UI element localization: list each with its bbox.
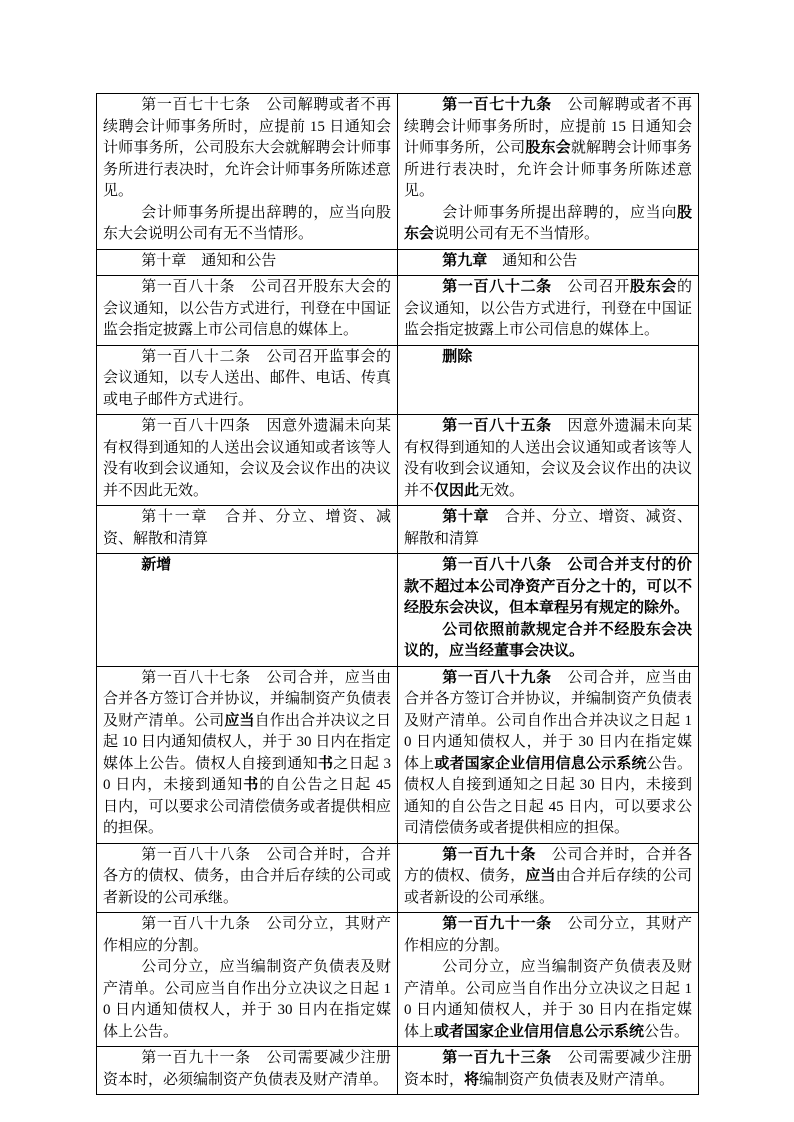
changed-text-segment: 第一百八十二条 xyxy=(442,279,552,295)
paragraph xyxy=(404,957,692,1043)
changed-text-segment: 应当 xyxy=(224,712,255,729)
text-segment: 之日起 30 日内，未接到通知 xyxy=(103,755,391,793)
paragraph xyxy=(103,668,391,840)
table-row xyxy=(97,345,699,415)
paragraph xyxy=(404,845,692,910)
text-segment: 第一百八十条 公司召开股东大会的会议通知，以公告方式进行，刊登在中国证监会指定披露上市公司信息的媒体上。 xyxy=(103,279,391,338)
changed-text-segment: 新增 xyxy=(141,557,172,573)
text-segment: 合并、分立、增资、减资、解散和清算 xyxy=(404,509,692,547)
text-segment: 第一百八十九条 公司分立，其财产作相应的分割。 xyxy=(103,916,391,954)
text-segment: 公司分立，其财产作相应的分割。 xyxy=(404,916,692,954)
table-row xyxy=(97,843,699,913)
right-new-version-cell xyxy=(398,345,699,415)
changed-text-segment: 第一百九十条 xyxy=(442,846,537,863)
paragraph xyxy=(404,668,692,840)
table-row xyxy=(97,1047,699,1095)
changed-text-segment: 第一百九十一条 xyxy=(442,916,552,932)
right-new-version-cell xyxy=(398,1047,699,1095)
paragraph xyxy=(404,277,692,342)
table-row xyxy=(97,94,699,250)
paragraph xyxy=(404,251,692,273)
table-row xyxy=(97,276,699,346)
table-row xyxy=(97,249,699,276)
text-segment: 第一百九十一条 公司需要减少注册资本时，必须编制资产负债表及财产清单。 xyxy=(103,1050,391,1088)
text-segment: 公司召开 xyxy=(551,279,631,295)
text-segment: 第一百八十八条 公司合并时，合并各方的债权、债务，由合并后存续的公司或者新设的公司承继。 xyxy=(103,846,391,906)
text-segment: 会计师事务所提出辞聘的，应当向 xyxy=(442,204,677,221)
paragraph xyxy=(404,914,692,957)
paragraph xyxy=(103,957,391,1043)
text-segment: 无效。 xyxy=(479,482,525,499)
paragraph xyxy=(404,347,692,369)
paragraph xyxy=(103,914,391,957)
text-segment: 的自公告之日起 45 日内，可以要求公司清偿债务或者提供相应的担保。 xyxy=(103,777,391,836)
changed-text-segment: 股东会 xyxy=(525,140,571,156)
left-old-version-cell xyxy=(97,276,398,346)
paragraph xyxy=(404,95,692,203)
text-segment: 编制资产负债表及财产清单。 xyxy=(479,1071,675,1088)
text-segment: 公司分立，应当编制资产负债表及财产清单。公司应当自作出分立决议之日起 10 日内通知债权人，并于 30 日内在指定媒体上公告。 xyxy=(103,959,391,1040)
text-segment: 第一百七十七条 公司解聘或者不再续聘会计师事务所时，应提前 15 日通知会计师事务所，公司股东大会就解聘会计师事务所进行表决时，允许会计师事务所陈述意见。 xyxy=(103,97,391,199)
right-new-version-cell xyxy=(398,415,699,506)
text-segment: 通知和公告 xyxy=(487,252,578,269)
changed-text-segment: 第一百八十五条 xyxy=(442,418,552,434)
changed-text-segment: 第九章 xyxy=(442,252,488,269)
left-old-version-cell xyxy=(97,345,398,415)
text-segment: 由合并后存续的公司或者新设的公司承继。 xyxy=(404,868,692,906)
changed-text-segment: 第一百九十三条 xyxy=(442,1050,552,1066)
changed-text-segment: 公司依照前款规定合并不经股东会决议的，应当经董事会决议。 xyxy=(404,621,692,659)
left-old-version-cell xyxy=(97,554,398,667)
text-segment: 自作出合并决议之日起 10 日内通知债权人，并于 30 日内在指定媒体上公告。债权人自接到通知 xyxy=(103,712,391,772)
text-segment: 第十章 通知和公告 xyxy=(141,252,277,269)
right-new-version-cell xyxy=(398,276,699,346)
text-segment: 因意外遗漏未向某有权得到通知的人送出会议通知或者该等人没有收到会议通知，会议及会议作出的决议并不 xyxy=(404,418,692,499)
text-segment: 公司合并，应当由合并各方签订合并协议，并编制资产负债表及财产清单。公司自作出合并决议之日起 10 日内通知债权人，并于 30 日内在指定媒体上 xyxy=(404,669,692,772)
paragraph xyxy=(103,251,391,273)
paragraph xyxy=(103,95,391,203)
changed-text-segment: 第一百七十九条 xyxy=(442,97,552,113)
left-old-version-cell xyxy=(97,94,398,250)
paragraph xyxy=(103,1048,391,1091)
left-old-version-cell xyxy=(97,666,398,843)
text-segment: 第一百八十四条 因意外遗漏未向某有权得到通知的人送出会议通知或者该等人没有收到会议通知，会议及会议作出的决议并不因此无效。 xyxy=(103,418,391,499)
paragraph xyxy=(404,416,692,502)
changed-text-segment: 股东会 xyxy=(630,279,677,295)
paragraph xyxy=(103,203,391,246)
text-segment: 公告。债权人自接到通知之日起 30 日内，未接到通知的自公告之日起 45 日内，可以要求公司清偿债务或者提供相应的担保。 xyxy=(404,755,692,836)
right-new-version-cell xyxy=(398,94,699,250)
paragraph xyxy=(103,555,391,577)
table-row xyxy=(97,913,699,1047)
text-segment: 说明公司有无不当情形。 xyxy=(434,226,600,242)
paragraph xyxy=(103,277,391,342)
paragraph xyxy=(103,845,391,910)
text-segment: 公司分立，应当编制资产负债表及财产清单。公司应当自作出分立决议之日起 10 日内通知债权人，并于 30 日内在指定媒体上 xyxy=(404,959,692,1040)
left-old-version-cell xyxy=(97,415,398,506)
changed-text-segment: 将 xyxy=(464,1071,480,1088)
left-old-version-cell xyxy=(97,506,398,554)
right-new-version-cell xyxy=(398,506,699,554)
text-segment: 第一百八十二条 公司召开监事会的会议通知，以专人送出、邮件、电话、传真或电子邮件方式进行。 xyxy=(103,348,391,408)
paragraph xyxy=(404,555,692,620)
table-row xyxy=(97,415,699,506)
changed-text-segment: 第一百八十八条 公司合并支付的价款不超过本公司净资产百分之十的，可以不经股东会决议，但本章程另有规定的除外。 xyxy=(404,557,692,616)
changed-text-segment: 删除 xyxy=(442,348,473,365)
left-old-version-cell xyxy=(97,843,398,913)
paragraph xyxy=(404,203,692,246)
changed-text-segment: 第一百八十九条 xyxy=(442,669,552,686)
right-new-version-cell xyxy=(398,913,699,1047)
changed-text-segment: 书 xyxy=(243,777,260,793)
text-segment: 公司需要减少注册资本时， xyxy=(404,1050,692,1088)
changed-text-segment: 应当 xyxy=(525,868,556,884)
comparison-table-body xyxy=(97,94,699,1095)
paragraph xyxy=(103,416,391,502)
table-row xyxy=(97,666,699,843)
right-new-version-cell xyxy=(398,843,699,913)
left-old-version-cell xyxy=(97,1047,398,1095)
table-row xyxy=(97,506,699,554)
text-segment: 就解聘会计师事务所进行表决时，允许会计师事务所陈述意见。 xyxy=(404,140,692,199)
text-segment: 公司合并时，合并各方的债权、债务， xyxy=(404,846,692,884)
text-segment: 公告。 xyxy=(644,1023,690,1040)
text-segment: 第一百八十七条 公司合并，应当由合并各方签订合并协议，并编制资产负债表及财产清单。公司 xyxy=(103,669,391,729)
paragraph xyxy=(404,620,692,663)
text-segment: 第十一章 合并、分立、增资、减资、解散和清算 xyxy=(103,509,391,547)
text-segment: 会计师事务所提出辞聘的，应当向股东大会说明公司有无不当情形。 xyxy=(103,204,391,242)
left-old-version-cell xyxy=(97,249,398,276)
paragraph xyxy=(404,1048,692,1091)
left-old-version-cell xyxy=(97,913,398,1047)
paragraph xyxy=(404,507,692,550)
changed-text-segment: 或者国家企业信用信息公示系统 xyxy=(434,755,647,772)
table-row xyxy=(97,554,699,667)
changed-text-segment: 或者国家企业信用信息公示系统 xyxy=(434,1023,645,1040)
right-new-version-cell xyxy=(398,666,699,843)
comparison-table xyxy=(96,93,699,1095)
paragraph xyxy=(103,347,391,412)
text-segment: 公司解聘或者不再续聘会计师事务所时，应提前 15 日通知会计师事务所，公司 xyxy=(404,97,692,156)
text-segment: 的会议通知，以公告方式进行，刊登在中国证监会指定披露上市公司信息的媒体上。 xyxy=(404,279,692,338)
changed-text-segment: 仅因此 xyxy=(434,482,480,499)
changed-text-segment: 股东会 xyxy=(404,204,692,242)
changed-text-segment: 第十章 xyxy=(442,509,490,525)
paragraph xyxy=(103,507,391,550)
right-new-version-cell xyxy=(398,554,699,667)
right-new-version-cell xyxy=(398,249,699,276)
changed-text-segment: 书 xyxy=(317,755,334,772)
